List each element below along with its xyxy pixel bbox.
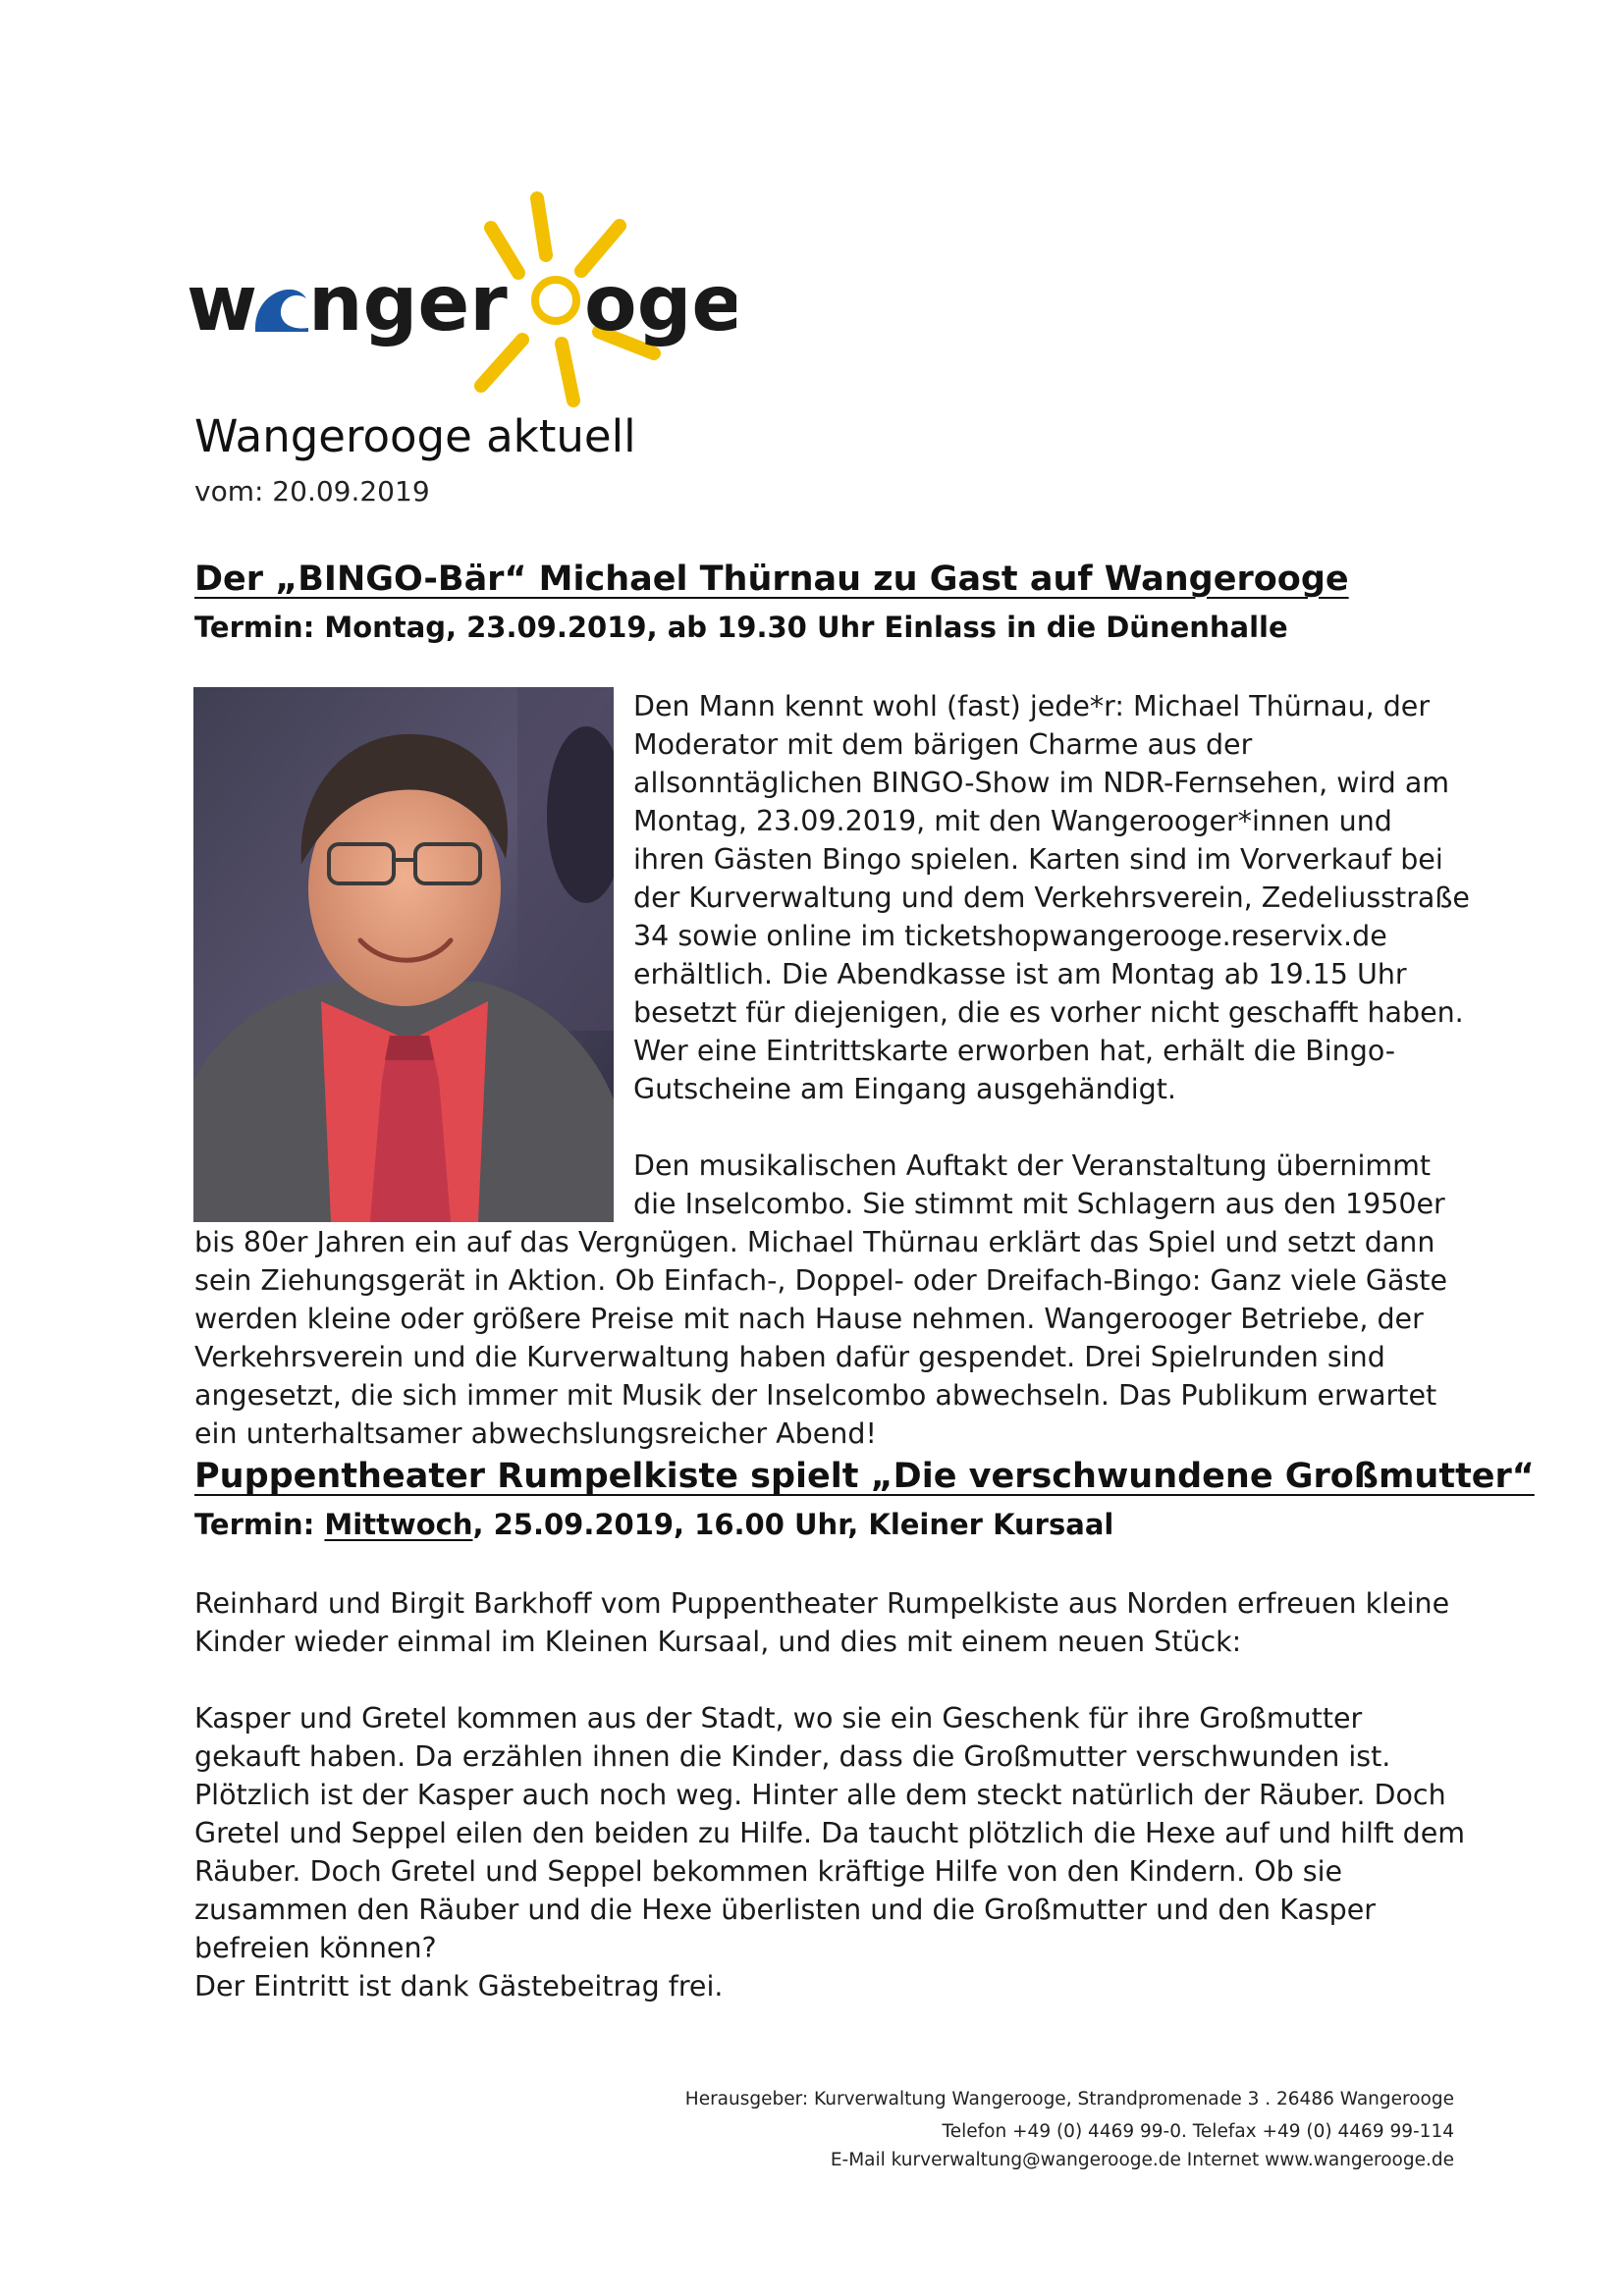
termin-label: Termin: xyxy=(194,1508,325,1541)
page-title: Wangerooge aktuell xyxy=(194,410,636,462)
article-body-puppentheater-story: Kasper und Gretel kommen aus der Stadt, wo sie ein Geschenk für ihre Großmutter gekauft haben. Da erzählen ihnen die Kinder, dass die Großmutter verschwunden ist. Plötzlich ist der Kasper auch noch weg. Hinter alle dem steckt natürlich der Räuber. Doch Gretel und Seppel eilen den beiden zu Hilfe. Da taucht plötzlich die Hexe auf und hilft dem Räuber. Doch Gretel und Seppel bekommen kräftige Hilfe von den Kindern. Ob sie zusammen den Räuber und die Hexe überlisten und die Großmutter und den Kasper befreien können? xyxy=(194,1702,1466,1964)
article-termin-bingo: Termin: Montag, 23.09.2019, ab 19.30 Uhr Einlass in die Dünenhalle xyxy=(194,611,1288,644)
article-body-puppentheater-intro: Reinhard und Birgit Barkhoff vom Puppentheater Rumpelkiste aus Norden erfreuen kleine Kinder wieder einmal im Kleinen Kursaal, und dies mit einem neuen Stück: xyxy=(194,1587,1450,1658)
svg-text:nger: nger xyxy=(308,260,508,348)
article-body-puppentheater-entry: Der Eintritt ist dank Gästebeitrag frei. xyxy=(194,1970,724,2002)
termin-details: , 25.09.2019, 16.00 Uhr, Kleiner Kursaal xyxy=(472,1508,1114,1541)
svg-text:w: w xyxy=(187,260,258,348)
footer-publisher: Herausgeber: Kurverwaltung Wangerooge, Strandpromenade 3 . 26486 Wangerooge xyxy=(684,2089,1454,2109)
termin-day: Mittwoch xyxy=(324,1508,473,1541)
paragraph: Den Mann kennt wohl (fast) jede*r: Michael Thürnau, der Moderator mit dem bärigen Charme aus der allsonntäglichen BINGO-Show im NDR-Fernsehen, wird am Montag, 23.09.2019, mit den Wangerooger*innen und ihren Gästen Bingo spielen. Karten sind im Vorverkauf bei der Kurverwaltung und dem Verkehrsverein, Zedeliusstraße 34 sowie online im ticketshopwangerooge.reservix.de erhältlich. Die Abendkasse ist am Montag ab 19.15 Uhr besetzt für diejenigen, die es vorher nicht geschafft haben. Wer eine Eintrittskarte erworben hat, erhält die Bingo-Gutscheine am Eingang ausgehändigt. xyxy=(633,690,1470,1105)
svg-text:oge: oge xyxy=(584,260,736,348)
article-body-bingo xyxy=(194,687,1471,1491)
footer-phone: Telefon +49 (0) 4469 99-0. Telefax +49 (0) 4469 99-114 xyxy=(942,2121,1454,2142)
article-termin-puppentheater xyxy=(194,1508,1113,1541)
wave-icon xyxy=(255,290,308,332)
paragraph: Den musikalischen Auftakt der Veranstaltung übernimmt die Inselcombo. Sie stimmt mit Schlagern aus den 1950er bis 80er Jahren ein auf das Vergnügen. Michael Thürnau erklärt das Spiel und setzt dann sein Ziehungsgerät in Aktion. Ob Einfach-, Doppel- oder Dreifach-Bingo: Ganz viele Gäste werden kleine oder größere Preise mit nach Hause nehmen. Wangerooger Betriebe, der Verkehrsverein und die Kurverwaltung haben dafür gespendet. Drei Spielrunden sind angesetzt, die sich immer mit Musik der Inselcombo abwechseln. Das Publikum erwartet ein unterhaltsamer abwechslungsreicher Abend! xyxy=(194,1149,1448,1450)
issue-date: vom: 20.09.2019 xyxy=(194,475,430,507)
sun-ring-icon xyxy=(535,280,576,321)
wangerooge-logo xyxy=(187,185,736,410)
article-heading-bingo: Der „BINGO-Bär“ Michael Thürnau zu Gast auf Wangerooge xyxy=(194,560,1349,599)
footer-contact: E-Mail kurverwaltung@wangerooge.de Internet www.wangerooge.de xyxy=(830,2150,1454,2170)
article-heading-puppentheater: Puppentheater Rumpelkiste spielt „Die verschwundene Großmutter“ xyxy=(194,1457,1535,1496)
